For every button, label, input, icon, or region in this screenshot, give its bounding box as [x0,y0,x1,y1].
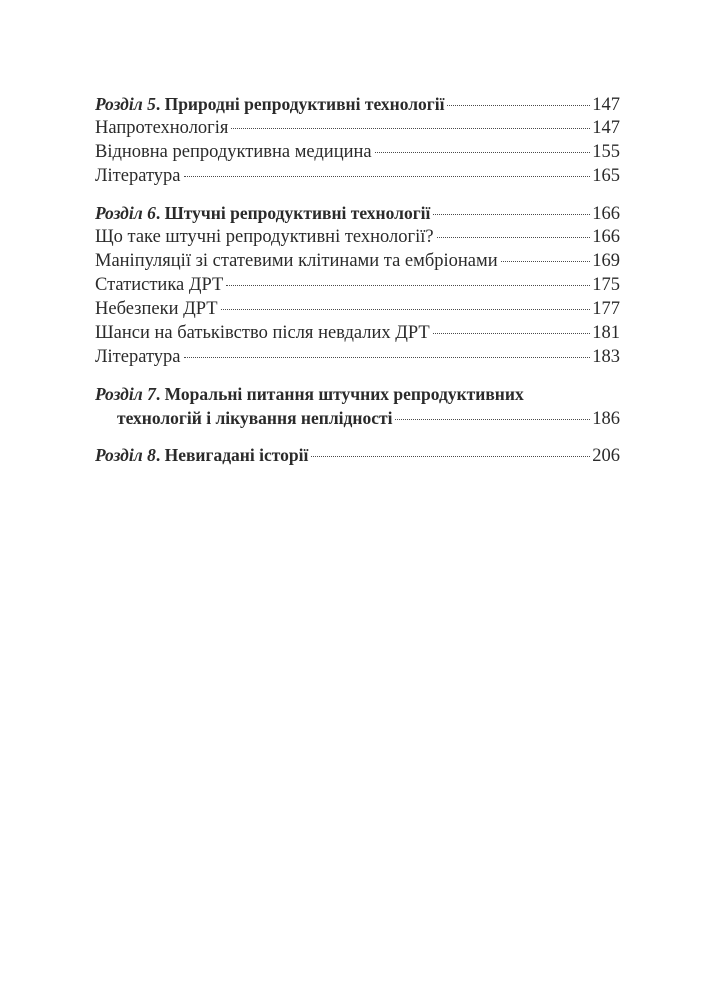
entry-title: Відновна репродуктивна медицина [95,142,372,162]
toc-entry[interactable] [95,164,620,188]
entry-title: Напротехнологія [95,118,229,138]
dot-leader [184,176,591,177]
dot-leader [184,357,591,358]
page-number: 169 [592,251,620,271]
chapter-name: . Штучні репродуктивні технології [155,203,431,223]
toc-entry[interactable] [95,321,620,345]
entry-title: Статистика ДРТ [95,275,224,295]
chapter-number: Розділ 6 [95,203,156,223]
toc-entry[interactable] [95,140,620,164]
toc-chapter-heading[interactable] [95,201,620,225]
entry-title: Маніпуляції зі статевими клітинами та ембріонами [95,251,498,271]
chapter-title [95,92,444,116]
dot-leader [375,152,591,153]
page-number: 166 [592,227,620,247]
page-number: 165 [592,166,620,186]
dot-leader [311,456,590,457]
dot-leader [501,261,591,262]
toc-entry[interactable] [95,297,620,321]
toc-section-chapter-7 [95,382,620,430]
dot-leader [395,419,590,420]
dot-leader [226,285,590,286]
toc-section-chapter-6 [95,201,620,369]
toc-chapter-heading[interactable] [95,92,620,116]
page-number: 181 [592,323,620,343]
page-number: 206 [592,446,620,466]
page-number: 147 [592,95,620,115]
toc-chapter-heading[interactable] [95,443,620,467]
toc-entry[interactable] [95,273,620,297]
chapter-name: . Моральні питання штучних репродуктивних [155,384,524,404]
dot-leader [433,333,591,334]
dot-leader [231,128,590,129]
dot-leader [437,237,591,238]
page-number: 175 [592,275,620,295]
dot-leader [433,214,590,215]
entry-title: Що таке штучні репродуктивні технології? [95,227,434,247]
toc-entry[interactable] [95,116,620,140]
toc-entry[interactable] [95,345,620,369]
entry-title: Небезпеки ДРТ [95,299,218,319]
chapter-name-continued: технологій і лікування неплідності [117,408,393,428]
chapter-name: . Природні репродуктивні технології [155,94,445,114]
table-of-contents [95,92,620,480]
chapter-number: Розділ 5 [95,94,156,114]
page-number: 177 [592,299,620,319]
chapter-name: . Невигадані історії [155,445,309,465]
page-number: 183 [592,347,620,367]
page-number: 147 [592,118,620,138]
page-number: 155 [592,142,620,162]
toc-entry[interactable] [95,249,620,273]
dot-leader [221,309,591,310]
toc-chapter-heading[interactable] [95,382,620,406]
chapter-title [95,443,308,467]
chapter-number: Розділ 7 [95,384,156,404]
toc-section-chapter-5 [95,92,620,188]
toc-entry[interactable] [95,225,620,249]
toc-section-chapter-8 [95,443,620,467]
entry-title: Література [95,347,181,367]
page-number: 186 [592,409,620,429]
chapter-number: Розділ 8 [95,445,156,465]
entry-title: Шанси на батьківство після невдалих ДРТ [95,323,430,343]
dot-leader [447,105,590,106]
entry-title: Література [95,166,181,186]
toc-chapter-heading-continued[interactable] [95,406,620,430]
chapter-title [95,201,430,225]
page-number: 166 [592,204,620,224]
